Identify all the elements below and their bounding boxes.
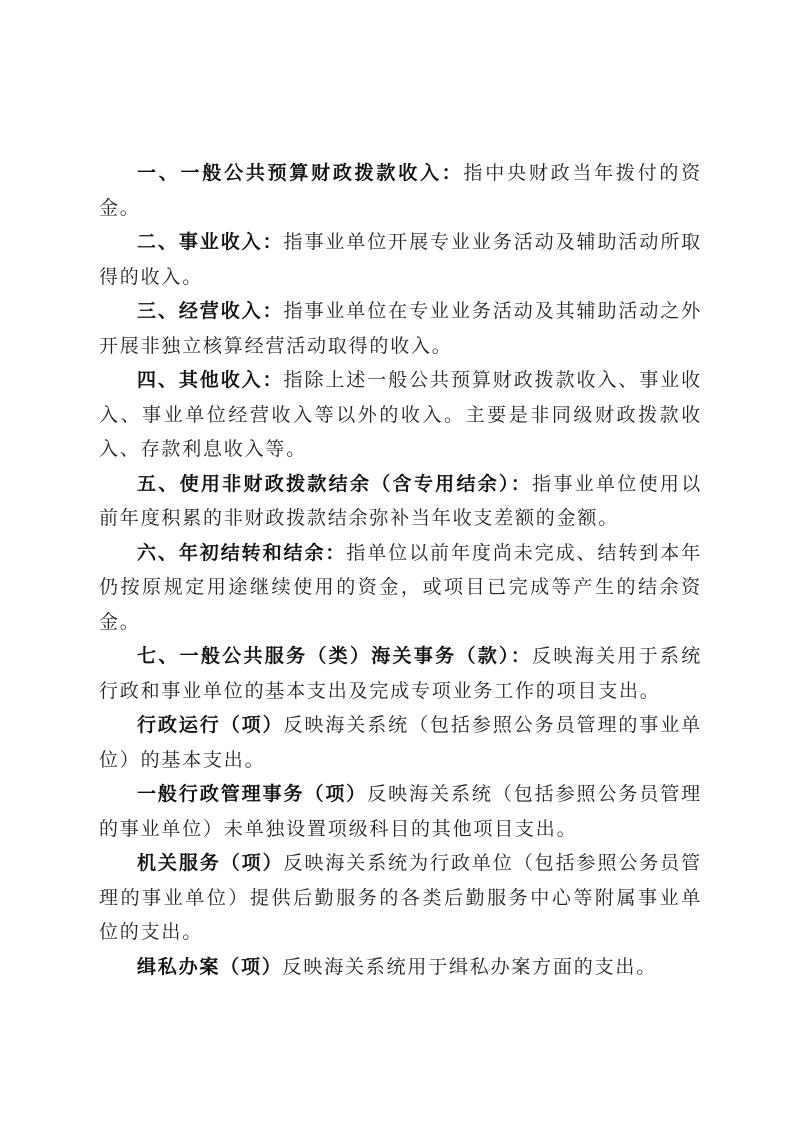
term-label: 一般行政管理事务（项）: [137, 783, 368, 805]
paragraph-general-budget-income: [99, 156, 702, 225]
term-definition: 反映海关系统（包括参照公务员管理的事业单位）的基本支出。: [99, 714, 702, 771]
paragraph-non-fiscal-balance: [99, 467, 702, 536]
term-definition: 指事业单位在专业业务活动及其辅助活动之外开展非独立核算经营活动取得的收入。: [99, 300, 702, 357]
term-label: 四、其他收入：: [137, 369, 284, 391]
paragraph-anti-smuggling: [99, 950, 702, 985]
paragraph-agency-services: [99, 846, 702, 950]
term-definition: 指单位以前年度尚未完成、结转到本年仍按原规定用途继续使用的资金，或项目已完成等产生的结余资金。: [99, 541, 702, 633]
paragraph-business-income: [99, 225, 702, 294]
paragraph-general-admin-affairs: [99, 777, 702, 846]
term-label: 机关服务（项）: [137, 852, 284, 874]
term-label: 三、经营收入：: [137, 300, 284, 322]
term-definition: 反映海关用于系统行政和事业单位的基本支出及完成专项业务工作的项目支出。: [99, 645, 702, 702]
term-label: 行政运行（项）: [137, 714, 284, 736]
term-definition: 指事业单位开展专业业务活动及辅助活动所取得的收入。: [99, 231, 702, 288]
paragraph-other-income: [99, 363, 702, 467]
term-label: 五、使用非财政拨款结余（含专用结余）：: [137, 472, 533, 495]
paragraph-carryover-balance: [99, 536, 702, 640]
term-label: 七、一般公共服务（类）海关事务（款）：: [137, 645, 533, 667]
term-definition: 反映海关系统为行政单位（包括参照公务员管理的事业单位）提供后勤服务的各类后勤服务中心等附属事业单位的支出。: [99, 852, 702, 943]
term-label: 二、事业收入：: [137, 231, 284, 253]
paragraph-operating-income: [99, 294, 702, 363]
paragraph-customs-affairs: [99, 639, 702, 708]
document-body: [99, 156, 702, 984]
term-definition: 指除上述一般公共预算财政拨款收入、事业收入、事业单位经营收入等以外的收入。主要是非同级财政拨款收入、存款利息收入等。: [99, 369, 702, 460]
term-label: 六、年初结转和结余：: [137, 541, 347, 564]
term-definition: 反映海关系统（包括参照公务员管理的事业单位）未单独设置项级科目的其他项目支出。: [99, 783, 702, 840]
term-definition: 反映海关系统用于缉私办案方面的支出。: [282, 955, 658, 978]
paragraph-administrative-operation: [99, 708, 702, 777]
term-label: 缉私办案（项）: [137, 955, 283, 978]
term-label: 一、一般公共预算财政拨款收入：: [137, 162, 464, 184]
term-definition: 指中央财政当年拨付的资金。: [99, 162, 702, 219]
term-definition: 指事业单位使用以前年度积累的非财政拨款结余弥补当年收支差额的金额。: [99, 472, 702, 529]
